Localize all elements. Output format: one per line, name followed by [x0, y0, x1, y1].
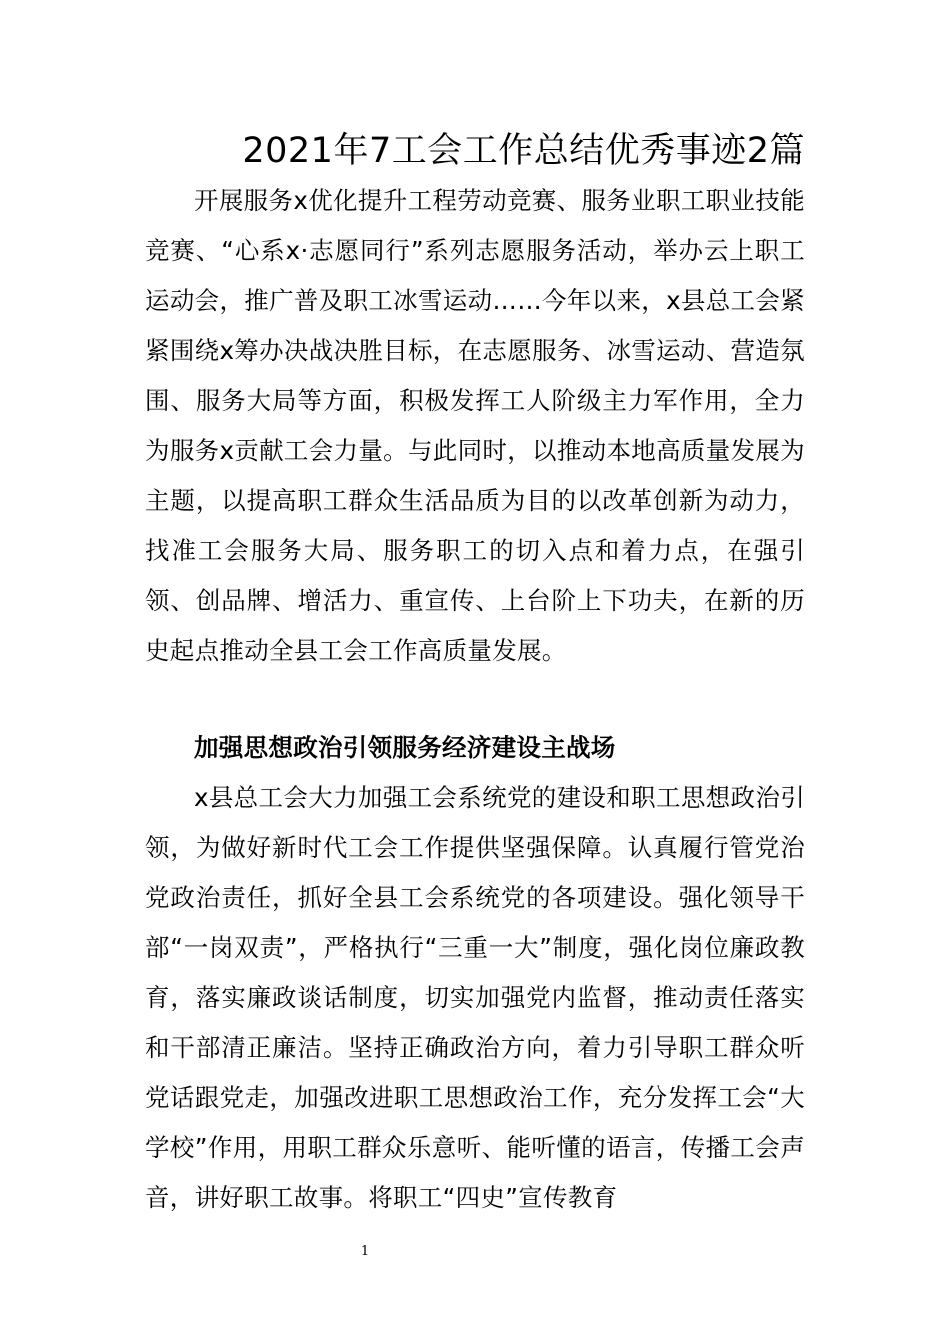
intro-paragraph: 开展服务x优化提升工程劳动竞赛、服务业职工职业技能竞赛、“心系x·志愿同行”系列志愿服务活动，举办云上职工运动会，推广普及职工冰雪运动……今年以来，x县总工会紧紧围绕x筹办决战决胜目标，在志愿服务、冰雪运动、营造氛围、服务大局等方面，积极发挥工人阶级主力军作用，全力为服务x贡献工会力量。与此同时，以推动本地高质量发展为主题，以提高职工群众生活品质为目的以改革创新为动力，找准工会服务大局、服务职工的切入点和着力点，在强引领、创品牌、增活力、重宣传、上台阶上下功夫，在新的历史起点推动全县工会工作高质量发展。	[145, 186, 805, 665]
document-title: 2021年7工会工作总结优秀事迹2篇	[242, 131, 805, 171]
page-number: 1	[360, 1244, 370, 1259]
section-paragraph: x县总工会大力加强工会系统党的建设和职工思想政治引领，为做好新时代工会工作提供坚强保障。认真履行管党治党政治责任，抓好全县工会系统党的各项建设。强化领导干部“一岗双责”，严格执行“三重一大”制度，强化岗位廉政教育，落实廉政谈话制度，切实加强党内监督，推动责任落实和干部清正廉洁。坚持正确政治方向，着力引导职工群众听党话跟党走，加强改进职工思想政治工作，充分发挥工会“大学校”作用，用职工群众乐意听、能听懂的语言，传播工会声音，讲好职工故事。将职工“四史”宣传教育	[145, 783, 805, 1212]
section-heading: 加强思想政治引领服务经济建设主战场	[194, 733, 616, 762]
